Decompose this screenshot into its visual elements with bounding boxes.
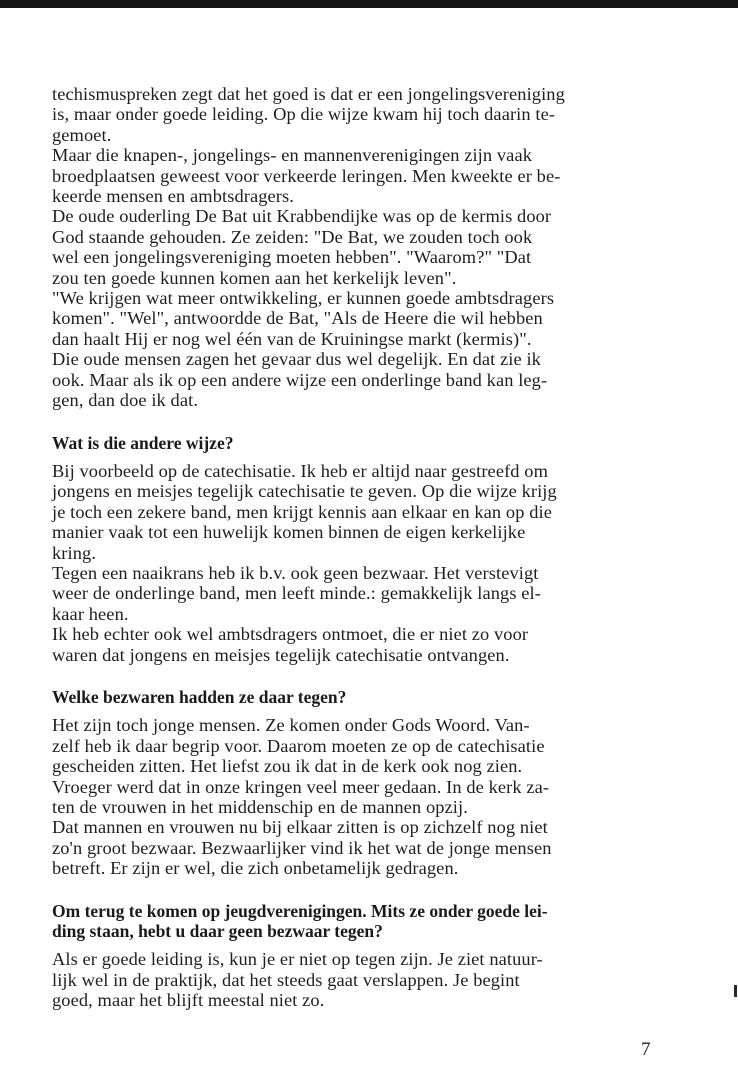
text-line: Maar die knapen-, jongelings- en mannenverenigingen zijn vaak (52, 145, 532, 166)
question-line: Welke bezwaren hadden ze daar tegen? (52, 686, 347, 707)
text-line: Tegen een naaikrans heb ik b.v. ook geen bezwaar. Het verstevigt (52, 562, 539, 583)
text-line: God staande gehouden. Ze zeiden: "De Bat, we zouden toch ook (52, 226, 533, 247)
text-line: manier vaak tot een huwelijk komen binnen de eigen kerkelijke (52, 522, 526, 543)
text-line: gemoet. (52, 124, 112, 145)
text-line: Bij voorbeeld op de catechisatie. Ik heb er altijd naar gestreefd om (52, 460, 549, 481)
answer-paragraph (52, 461, 660, 665)
text-line: "We krijgen wat meer ontwikkeling, er kunnen goede ambtsdragers (52, 288, 555, 309)
section-gap (52, 665, 660, 687)
text-line: Als er goede leiding is, kun je er niet op tegen zijn. Je ziet natuur- (52, 949, 543, 970)
text-line: lijk wel in de praktijk, dat het steeds gaat verslappen. Je begint (52, 969, 520, 990)
text-line: zo'n groot bezwaar. Bezwaarlijker vind ik het wat de jonge mensen (52, 837, 552, 858)
text-line: ook. Maar als ik op een andere wijze een onderlinge band kan leg- (52, 369, 548, 390)
text-line: zou ten goede kunnen komen aan het kerkelijk leven". (52, 267, 457, 288)
answer-paragraph (52, 715, 660, 878)
text-line: techismuspreken zegt dat het goed is dat er een jongelingsvereniging (52, 84, 565, 104)
top-edge-rule (0, 0, 738, 8)
question-heading (52, 433, 660, 453)
text-line: ten de vrouwen in het middenschip en de mannen opzij. (52, 797, 468, 817)
text-line: waren dat jongens en meisjes tegelijk catechisatie ontvangen. (52, 644, 510, 665)
page-number: 7 (641, 1039, 651, 1060)
text-line: Het zijn toch jonge mensen. Ze komen onder Gods Woord. Van- (52, 715, 530, 736)
question-line: Wat is die andere wijze? (52, 432, 234, 453)
text-line: De oude ouderling De Bat uit Krabbendijke was op de kermis door (52, 206, 552, 227)
question-heading (52, 687, 660, 707)
section-gap (52, 879, 660, 901)
heading-gap (52, 453, 660, 461)
section-gap (52, 411, 660, 433)
heading-gap (52, 707, 660, 715)
text-line: wel een jongelingsvereniging moeten hebben". "Waarom?" "Dat (52, 247, 532, 268)
text-line: komen". "Wel", antwoordde de Bat, "Als de Heere die wil hebben (52, 308, 543, 329)
text-line: jongens en meisjes tegelijk catechisatie te geven. Op die wijze krijg (52, 481, 557, 502)
text-line: kaar heen. (52, 603, 129, 624)
text-line: je toch een zekere band, men krijgt kennis aan elkaar en kan op die (52, 501, 552, 522)
question-line: ding staan, hebt u daar geen bezwaar tegen? (52, 921, 383, 942)
text-line: keerde mensen en ambtsdragers. (52, 186, 294, 207)
question-heading (52, 901, 660, 942)
question-line: Om terug te komen op jeugdverenigingen. Mits ze onder goede lei- (52, 900, 548, 921)
text-line: Dat mannen en vrouwen nu bij elkaar zitten is op zichzelf nog niet (52, 817, 548, 838)
text-line: Ik heb echter ook wel ambtsdragers ontmoet, die er niet zo voor (52, 624, 529, 645)
heading-gap (52, 941, 660, 949)
text-line: zelf heb ik daar begrip voor. Daarom moeten ze op de catechisatie (52, 735, 545, 756)
text-line: gen, dan doe ik dat. (52, 390, 199, 411)
intro-paragraph (52, 84, 660, 411)
text-line: gescheiden zitten. Het liefst zou ik dat in de kerk ook nog zien. (52, 756, 523, 777)
text-line: goed, maar het blijft meestal niet zo. (52, 990, 325, 1011)
text-line: weer de onderlinge band, men leeft minde.: gemakkelijk langs el- (52, 583, 541, 604)
text-line: broedplaatsen geweest voor verkeerde leringen. Men kweekte er be- (52, 165, 561, 186)
margin-mark (734, 985, 737, 997)
article-body (52, 84, 660, 1011)
text-line: dan haalt Hij er nog wel één van de Kruiningse markt (kermis)". (52, 328, 532, 349)
text-line: Vroeger werd dat in onze kringen veel meer gedaan. In de kerk za- (52, 776, 550, 797)
text-line: Die oude mensen zagen het gevaar dus wel degelijk. En dat zie ik (52, 349, 541, 370)
text-line: is, maar onder goede leiding. Op die wijze kwam hij toch daarin te- (52, 104, 556, 125)
answer-paragraph (52, 949, 660, 1010)
text-line: kring. (52, 542, 97, 563)
text-line: betreft. Er zijn er wel, die zich onbetamelijk gedragen. (52, 858, 459, 879)
